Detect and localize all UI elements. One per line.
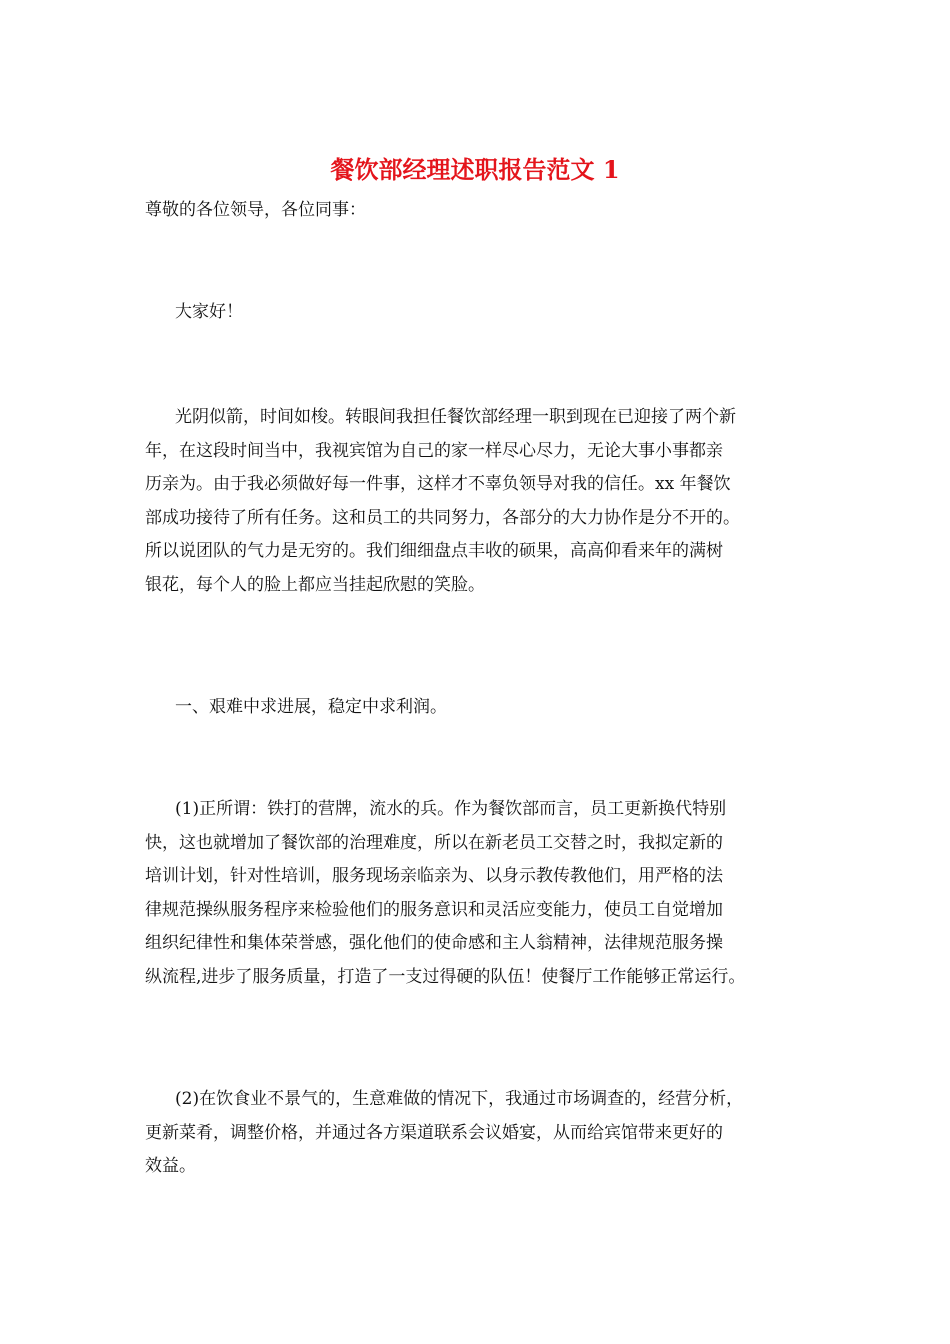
paragraph-line: 律规范操纵服务程序来检验他们的服务意识和灵活应变能力，使员工自觉增加 <box>145 900 723 920</box>
greeting-line: 尊敬的各位领导，各位同事： <box>145 200 366 220</box>
paragraph-line: 银花，每个人的脸上都应当挂起欣慰的笑脸。 <box>145 575 485 595</box>
paragraph-line: (2)在饮食业不景气的，生意难做的情况下，我通过市场调查的，经营分析， <box>175 1089 744 1109</box>
paragraph-line: 纵流程,进步了服务质量，打造了一支过得硬的队伍！使餐厅工作能够正常运行。 <box>145 967 746 987</box>
paragraph-line: 光阴似箭，时间如梭。转眼间我担任餐饮部经理一职到现在已迎接了两个新 <box>175 407 736 427</box>
section-heading-1: 一、艰难中求进展，稳定中求利润。 <box>175 697 447 717</box>
paragraph-line: 效益。 <box>145 1156 196 1176</box>
hello-line: 大家好！ <box>175 302 243 322</box>
paragraph-line: 年，在这段时间当中，我视宾馆为自己的家一样尽心尽力，无论大事小事都亲 <box>145 441 723 461</box>
paragraph-line: 历亲为。由于我必须做好每一件事，这样才不辜负领导对我的信任。xx 年餐饮 <box>145 474 731 494</box>
paragraph-line: 更新菜肴，调整价格，并通过各方渠道联系会议婚宴，从而给宾馆带来更好的 <box>145 1123 723 1143</box>
paragraph-line: 快，这也就增加了餐饮部的治理难度，所以在新老员工交替之时，我拟定新的 <box>145 833 723 853</box>
paragraph-line: 部成功接待了所有任务。这和员工的共同努力，各部分的大力协作是分不开的。 <box>145 508 740 528</box>
paragraph-line: (1)正所谓：铁打的营牌，流水的兵。作为餐饮部而言，员工更新换代特别 <box>175 799 727 819</box>
paragraph-line: 组织纪律性和集体荣誉感，强化他们的使命感和主人翁精神，法律规范服务操 <box>145 933 723 953</box>
paragraph-line: 所以说团队的气力是无穷的。我们细细盘点丰收的硕果，高高仰看来年的满树 <box>145 541 723 561</box>
document-title: 餐饮部经理述职报告范文 1 <box>330 155 620 184</box>
paragraph-line: 培训计划，针对性培训，服务现场亲临亲为、以身示教传教他们，用严格的法 <box>145 866 723 886</box>
